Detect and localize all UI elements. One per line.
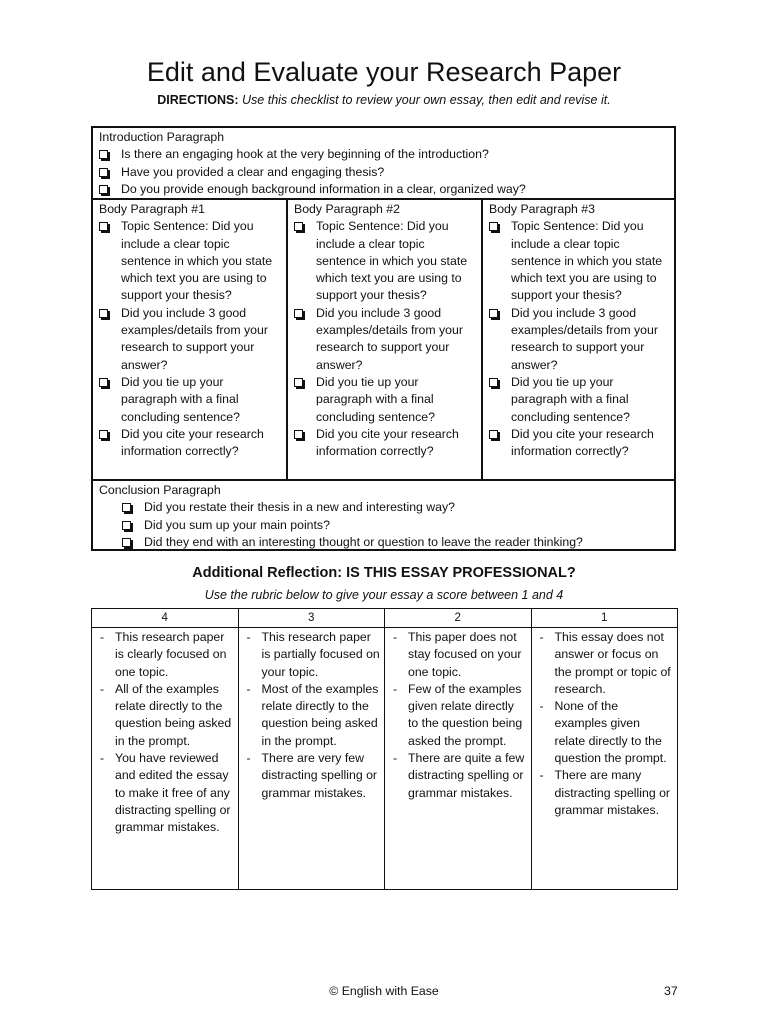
checkbox-icon[interactable] (122, 521, 134, 529)
checkbox-icon[interactable] (99, 222, 111, 230)
rubric-cell-1 (531, 628, 678, 890)
intro-heading: Introduction Paragraph (99, 130, 225, 144)
rubric-header-row (92, 609, 678, 628)
rubric-cell-4 (92, 628, 239, 890)
directions-text: Use this checklist to review your own essay, then edit and revise it. (242, 93, 611, 107)
checklist-item: Did you cite your research information correctly? (99, 426, 282, 461)
checkbox-icon[interactable] (99, 150, 111, 158)
rubric-score-header: 4 (92, 609, 239, 628)
rubric-row (92, 628, 678, 890)
checklist-item: Did they end with an interesting thought or question to leave the reader thinking? (99, 534, 668, 551)
checkbox-icon[interactable] (489, 309, 501, 317)
rubric-score-header: 2 (385, 609, 532, 628)
footer-copyright: © English with Ease (329, 984, 439, 998)
rubric-item: - Most of the examples relate directly to the question being asked in the prompt. (246, 681, 379, 748)
body-heading: Body Paragraph #2 (294, 202, 400, 216)
checklist-item: Topic Sentence: Did you include a clear topic sentence in which you state which text you are using to support your thesis? (99, 218, 282, 304)
checkbox-icon[interactable] (99, 185, 111, 193)
checkbox-icon[interactable] (294, 430, 306, 438)
rubric-score-header: 1 (531, 609, 678, 628)
rubric-item: - There are many distracting spelling or grammar mistakes. (539, 768, 671, 817)
page-title: Edit and Evaluate your Research Paper (146, 57, 622, 87)
conclusion-heading: Conclusion Paragraph (99, 483, 221, 497)
checklist-item: Did you tie up your paragraph with a final concluding sentence? (99, 374, 282, 426)
checkbox-icon[interactable] (99, 168, 111, 176)
checklist-item: Did you sum up your main points? (99, 517, 668, 534)
rubric-item: - You have reviewed and edited the essay to make it free of any distracting spelling or grammar mistakes. (100, 751, 231, 835)
rubric-cell-3 (238, 628, 385, 890)
checklist-item: Did you include 3 good examples/details from your research to support your answer? (99, 305, 282, 374)
rubric-item: - This research paper is partially focused on your topic. (246, 630, 380, 679)
body-heading: Body Paragraph #1 (99, 202, 205, 216)
checklist-item: Topic Sentence: Did you include a clear topic sentence in which you state which text you are using to support your thesis? (489, 218, 670, 304)
checklist-table (91, 126, 676, 551)
rubric-score-header: 3 (238, 609, 385, 628)
rubric-item: - This essay does not answer or focus on the prompt or topic of research. (539, 630, 671, 696)
body-paragraph-3 (483, 200, 674, 479)
checklist-item: Did you include 3 good examples/details from your research to support your answer? (489, 305, 670, 374)
checklist-item: Did you tie up your paragraph with a final concluding sentence? (294, 374, 477, 426)
checkbox-icon[interactable] (122, 503, 134, 511)
rubric-cell-2 (385, 628, 532, 890)
checklist-item: Have you provided a clear and engaging thesis? (99, 164, 668, 181)
checklist-item: Did you include 3 good examples/details from your research to support your answer? (294, 305, 477, 374)
body-paragraph-1 (93, 200, 288, 479)
intro-section (93, 128, 674, 200)
checklist-item: Do you provide enough background information in a clear, organized way? (99, 181, 668, 198)
rubric-item: - There are quite a few distracting spelling or grammar mistakes. (393, 751, 525, 800)
checkbox-icon[interactable] (489, 222, 501, 230)
rubric-item: - None of the examples given relate directly to the question the prompt. (539, 699, 667, 766)
rubric-table (91, 608, 678, 890)
checkbox-icon[interactable] (489, 378, 501, 386)
directions-label: DIRECTIONS: (157, 93, 239, 107)
checkbox-icon[interactable] (489, 430, 501, 438)
directions (0, 92, 768, 108)
reflection-subtitle: Use the rubric below to give your essay a score between 1 and 4 (204, 588, 564, 602)
rubric-item: - This paper does not stay focused on your one topic. (393, 630, 522, 679)
checkbox-icon[interactable] (99, 309, 111, 317)
checklist-item: Topic Sentence: Did you include a clear topic sentence in which you state which text you are using to support your thesis? (294, 218, 477, 304)
checklist-item: Did you cite your research information correctly? (489, 426, 670, 461)
body-paragraph-2 (288, 200, 483, 479)
body-heading: Body Paragraph #3 (489, 202, 595, 216)
checkbox-icon[interactable] (294, 378, 306, 386)
page-number: 37 (664, 984, 678, 998)
rubric-item: - All of the examples relate directly to the question being asked in the prompt. (100, 681, 232, 748)
checklist-item: Is there an engaging hook at the very beginning of the introduction? (99, 146, 668, 163)
reflection-title: Additional Reflection: IS THIS ESSAY PROFESSIONAL? (192, 565, 576, 581)
checklist-item: Did you restate their thesis in a new and interesting way? (99, 499, 668, 516)
checklist-item: Did you tie up your paragraph with a final concluding sentence? (489, 374, 670, 426)
checkbox-icon[interactable] (99, 378, 111, 386)
checkbox-icon[interactable] (294, 222, 306, 230)
rubric-item: - Few of the examples given relate directly to the question being asked the prompt. (393, 681, 523, 748)
rubric-item: - This research paper is clearly focused on one topic. (100, 630, 227, 679)
checkbox-icon[interactable] (294, 309, 306, 317)
rubric-item: - There are very few distracting spelling or grammar mistakes. (246, 751, 378, 800)
checkbox-icon[interactable] (99, 430, 111, 438)
checkbox-icon[interactable] (122, 538, 134, 546)
body-section (93, 200, 674, 481)
checklist-item: Did you cite your research information correctly? (294, 426, 477, 461)
conclusion-section (93, 481, 674, 549)
